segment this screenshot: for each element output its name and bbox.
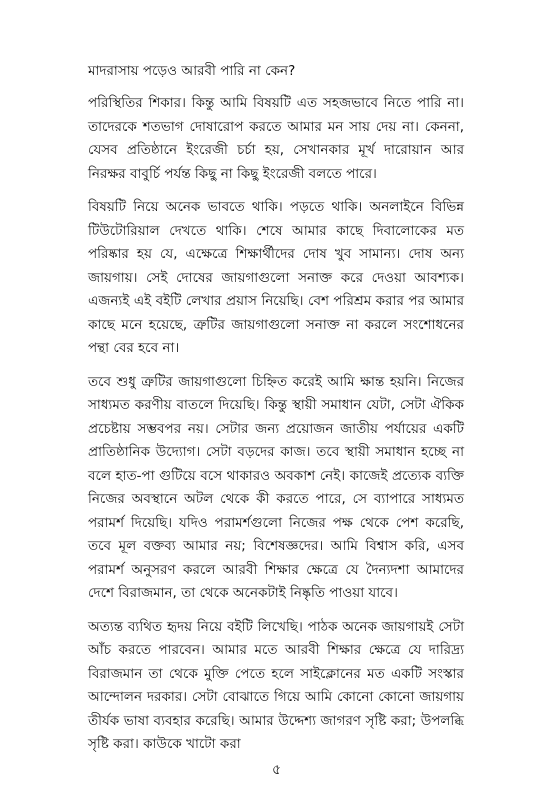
paragraph-2: বিষয়টি নিয়ে অনেক ভাবতে থাকি। পড়তে থাকি। অনলাইনে বিভিন্ন টিউটোরিয়াল দেখতে থাকি। শেষে আমার কাছে দিবালোকের মত পরিষ্কার হয় যে, এক্ষেত্রে শিক্ষার্থীদের দোষ খুব সামান্য। দোষ অন্য জায়গায়। সেই দোষের জায়গাগুলো সনাক্ত করে দেওয়া আবশ্যক। এজন্যই এই বইটি লেখার প্রয়াস নিয়েছি। বেশ পরিশ্রম করার পর আমার কাছে মনে হয়েছে, ত্রুটির জায়গাগুলো সনাক্ত না করলে সংশোধনের পন্থা বের হবে না।	[88, 199, 464, 356]
running-heading: মাদরাসায় পড়েও আরবী পারি না কেন?	[88, 63, 296, 79]
paragraph-3: তবে শুধু ত্রুটির জায়গাগুলো চিহ্নিত করেই আমি ক্ষান্ত হয়নি। নিজের সাধ্যমত করণীয় বাতলে দিয়েছি। কিন্তু স্থায়ী সমাধান যেটা, সেটা ঐকিক প্রচেষ্টায় সম্ভবপর নয়। সেটার জন্য প্রয়োজন জাতীয় পর্যায়ের একটি প্রাতিষ্ঠানিক উদ্যোগ। সেটা বড়দের কাজ। তবে স্থায়ী সমাধান হচ্ছে না বলে হাত-পা গুটিয়ে বসে থাকারও অবকাশ নেই। কাজেই প্রত্যেক ব্যক্তি নিজের অবস্থানে অটল থেকে কী করতে পারে, সে ব্যাপারে সাধ্যমত পরামর্শ দিয়েছি। যদিও পরামর্শগুলো নিজের পক্ষ থেকে পেশ করেছি, তবে মূল বক্তব্য আমার নয়; বিশেষজ্ঞদের। আমি বিশ্বাস করি, এসব পরামর্শ অনুসরণ করলে আরবী শিক্ষার ক্ষেত্রে যে দৈন্যদশা আমাদের দেশে বিরাজমান, তা থেকে অনেকটাই নিষ্কৃতি পাওয়া যাবে।	[88, 373, 464, 601]
page-number: ৫	[271, 762, 282, 778]
body-text	[88, 92, 464, 767]
paragraph-4: অত্যন্ত ব্যথিত হৃদয় নিয়ে বইটি লিখেছি। পাঠক অনেক জায়গায়ই সেটা আঁচ করতে পারবেন। আমার মতে আরবী শিক্ষার ক্ষেত্রে যে দারিদ্র্য বিরাজমান তা থেকে মুক্তি পেতে হলে সাইক্লোনের মত একটি সংস্কার আন্দোলন দরকার। সেটা বোঝাতে গিয়ে আমি কোনো কোনো জায়গায় তীর্যক ভাষা ব্যবহার করেছি। আমার উদ্দেশ্য জাগরণ সৃষ্টি করা; উপলব্ধি সৃষ্টি করা। কাউকে খাটো করা	[88, 618, 464, 752]
paragraph-1: পরিস্থিতির শিকার। কিন্তু আমি বিষয়টি এত সহজভাবে নিতে পারি না। তাদেরকে শতভাগ দোষারোপ করতে আমার মন সায় দেয় না। কেননা, যেসব প্রতিষ্ঠানে ইংরেজী চর্চা হয়, সেখানকার মূর্খ দারোয়ান আর নিরক্ষর বাবুর্চি পর্যন্ত কিছু না কিছু ইংরেজী বলতে পারে।	[88, 95, 464, 182]
